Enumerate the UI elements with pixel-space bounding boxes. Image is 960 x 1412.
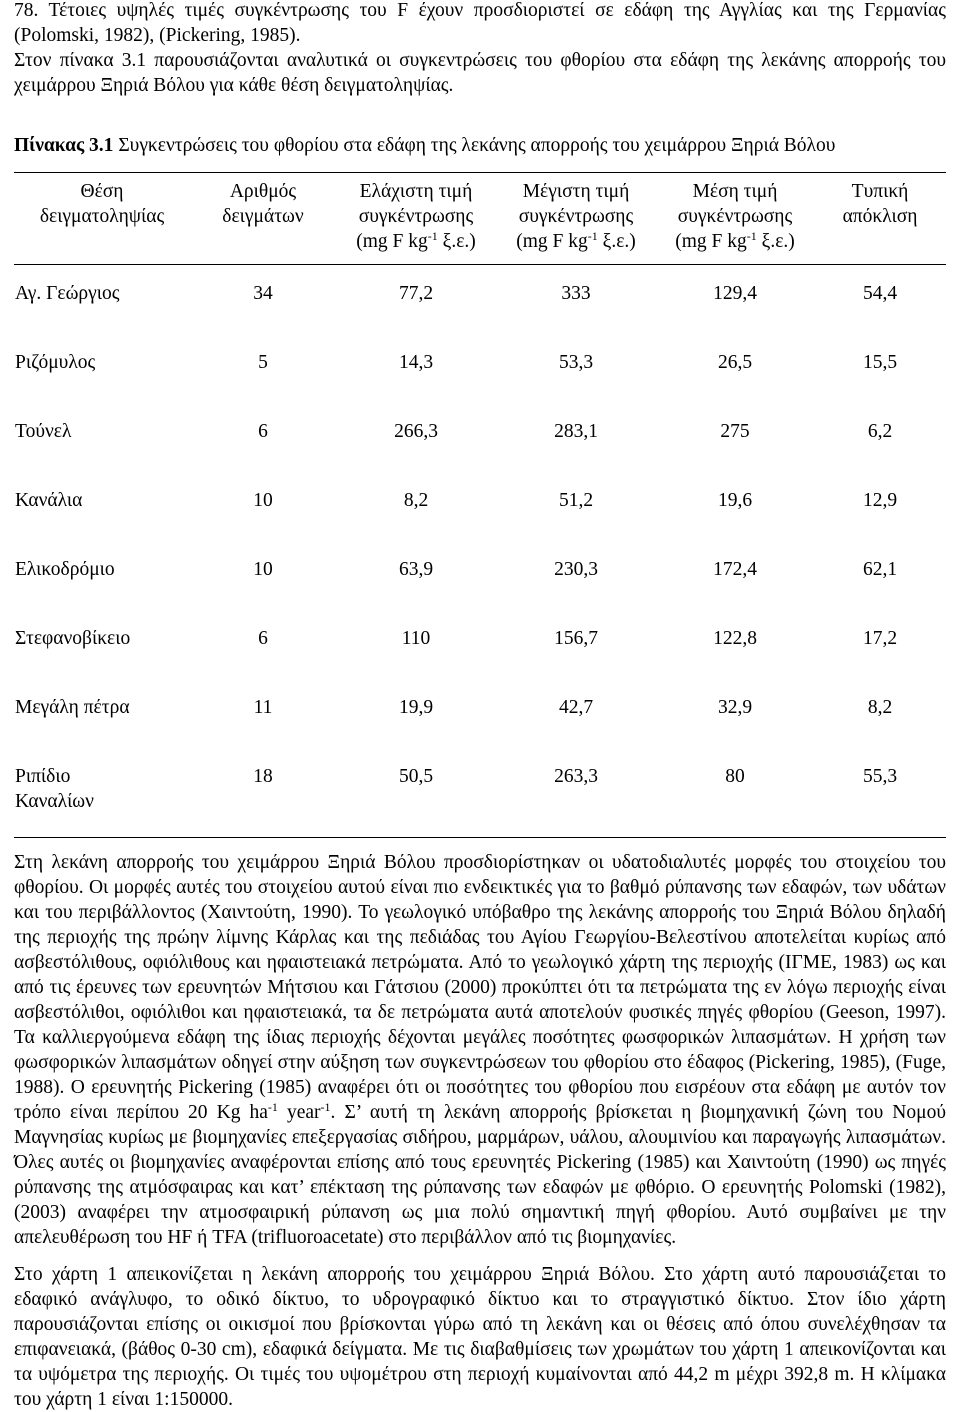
cell-max: 53,3 xyxy=(558,352,594,373)
cell-std: 17,2 xyxy=(862,628,898,649)
header-min-concentration: Ελάχιστη τιμή συγκέντρωσης (mg F $kg^{-1}$ ξ.ε.) xyxy=(356,181,476,252)
header-std-deviation: Τυπική απόκλιση xyxy=(842,181,918,227)
table-row xyxy=(14,334,946,403)
cell-min: 14,3 xyxy=(398,352,434,373)
fluorine-concentration-table xyxy=(14,172,946,838)
table-row xyxy=(14,748,946,838)
header-sample-count: Αριθμός δειγμάτων xyxy=(222,181,304,227)
cell-std: 12,9 xyxy=(862,490,898,511)
table-caption xyxy=(14,134,946,158)
cell-mean: 275 xyxy=(720,421,750,442)
cell-max: 230,3 xyxy=(554,559,598,580)
cell-mean: 26,5 xyxy=(717,352,753,373)
cell-site: Μεγάλη πέτρα xyxy=(15,697,130,718)
cell-mean: 129,4 xyxy=(713,283,757,304)
cell-site: Ριζόμυλος xyxy=(15,352,96,373)
table-row xyxy=(14,265,946,335)
table-row xyxy=(14,403,946,472)
cell-sample-count: 10 xyxy=(253,559,273,580)
cell-max: 51,2 xyxy=(558,490,594,511)
cell-site: Ριπίδιο Καναλίων xyxy=(15,766,94,812)
cell-mean: 172,4 xyxy=(713,559,757,580)
cell-std: 8,2 xyxy=(867,697,893,718)
cell-site: Αγ. Γεώργιος xyxy=(15,283,120,304)
cell-min: 19,9 xyxy=(398,697,434,718)
cell-min: 63,9 xyxy=(398,559,434,580)
cell-std: 54,4 xyxy=(862,283,898,304)
intro-paragraph-1: 78. Τέτοιες υψηλές τιμές συγκέντρωσης του F έχουν προσδιοριστεί σε εδάφη της Αγγλίας και της Γερμανίας (Polomski, 1982), (Pickering, 1985). xyxy=(14,0,946,46)
cell-mean: 122,8 xyxy=(713,628,757,649)
cell-sample-count: 5 xyxy=(258,352,268,373)
cell-sample-count: 6 xyxy=(258,628,268,649)
cell-sample-count: 6 xyxy=(258,421,268,442)
header-mean-concentration: Μέση τιμή συγκέντρωσης (mg F $kg^{-1}$ ξ.ε.) xyxy=(675,181,795,252)
cell-mean: 80 xyxy=(725,766,745,787)
cell-std: 62,1 xyxy=(862,559,898,580)
cell-min: 50,5 xyxy=(398,766,434,787)
document-page xyxy=(14,0,946,1412)
table-row xyxy=(14,610,946,679)
cell-sample-count: 34 xyxy=(253,283,273,304)
cell-std: 15,5 xyxy=(862,352,898,373)
cell-max: 333 xyxy=(561,283,591,304)
table-header-row xyxy=(14,173,946,265)
cell-min: 110 xyxy=(401,628,431,649)
body-paragraph-1: Στη λεκάνη απορροής του χειμάρρου Ξηριά Βόλου προσδιορίστηκαν οι υδατοδιαλυτές μορφές του στοιχείου του φθορίου. Οι μορφές αυτές του στοιχείου αυτού είναι πιο ενδεικτικές για το βαθμό ρύπανσης των εδαφών, των υδάτων και του περιβάλλοντος (Χαιντούτη, 1990). Το γεωλογικό υπόβαθρο της λεκάνης απορροής του Ξηριά Βόλου δηλαδή της περιοχής της πρώην λίμνης Κάρλας και της πεδιάδας του Αγίου Γεωργίου-Βελεστίνου αποτελείται κυρίως από ασβεστόλιθους, οφιόλιθους και ηφαιστειακά πετρώματα. Από το γεωλογικό χάρτη της περιοχής (ΙΓΜΕ, 1983) ως και από τις έρευνες των ερευνητών Μήτσιου και Γάτσιου (2000) προκύπτει ότι τα πετρώματα της εν λόγω περιοχής είναι ασβεστόλιθοι, οφιόλιθοι και ηφαιστειακά, τα δε πετρώματα αυτά αποτελούν φυσικές πηγές φθορίου (Geeson, 1997). Τα καλλιεργούμενα εδάφη της ίδιας περιοχής δέχονται μεγάλες ποσότητες φωσφορικών λιπασμάτων. Η χρήση των φωσφορικών λιπασμάτων οδηγεί στην αύξηση των συγκεντρώσεων του φθορίου στο έδαφος (Pickering, 1985), (Fuge, 1988). Ο ερευνητής Pickering (1985) αναφέρει ότι οι ποσότητες του φθορίου που εισρέουν στα εδάφη με αυτόν τον τρόπο είναι περίπου 20 Kg $ha^{-1}$ year$^{-1}$. Σ’ αυτή τη λεκάνη απορροής βρίσκεται η βιομηχανική ζώνη του Νομού Μαγνησίας κυρίως με βιομηχανίες επεξεργασίας σιδήρου, μαρμάρων, υάλου, αλουμινίου και παραγωγής λιπασμάτων. Όλες αυτές οι βιομηχανίες αναφέρονται επίσης από τους ερευνητές Pickering (1985) και Χαιντούτη (1990) ως πηγές ρύπανσης της ατμόσφαιρας και κατ’ επέκταση της ρύπανσης των εδαφών με φθόριο. Ο ερευνητής Polomski (1982), (2003) αναφέρει την ατμοσφαιρική ρύπανση ως μια πολύ σημαντική πηγή φθορίου. Αυτό συμβαίνει με την απελευθέρωση του HF ή TFA (trifluoroacetate) στο περιβάλλον από τις βιομηχανίες. xyxy=(14,852,946,1248)
cell-std: 6,2 xyxy=(867,421,893,442)
cell-max: 156,7 xyxy=(554,628,598,649)
cell-site: Τούνελ xyxy=(15,421,72,442)
cell-sample-count: 10 xyxy=(253,490,273,511)
table-caption-label: Πίνακας 3.1 xyxy=(14,135,114,156)
cell-sample-count: 11 xyxy=(253,697,273,718)
cell-mean: 32,9 xyxy=(717,697,753,718)
table-row xyxy=(14,472,946,541)
cell-sample-count: 18 xyxy=(253,766,273,787)
table-caption-text: Συγκεντρώσεις του φθορίου στα εδάφη της λεκάνης απορροής του χειμάρρου Ξηριά Βόλου xyxy=(113,135,836,156)
cell-mean: 19,6 xyxy=(717,490,753,511)
body-paragraph-2: Στο χάρτη 1 απεικονίζεται η λεκάνη απορροής του χειμάρρου Ξηριά Βόλου. Στο χάρτη αυτό παρουσιάζεται το εδαφικό ανάγλυφο, το οδικό δίκτυο, το υδρογραφικό δίκτυο και το στραγγιστικό δίκτυο. Στον ίδιο χάρτη παρουσιάζονται επίσης οι οικισμοί που βρίσκονται γύρω από τη λεκάνη και οι θέσεις από όπου συνελέχθησαν τα επιφανειακά, (βάθος 0-30 cm), εδαφικά δείγματα. Με τις διαβαθμίσεις των χρωμάτων του χάρτη 1 απεικονίζονται και τα υψόμετρα της περιοχής. Οι τιμές του υψομέτρου στη περιοχή κυμαίνονται από 44,2 m μέχρι 392,8 m. Η κλίμακα του χάρτη 1 είναι 1:150000. xyxy=(14,1264,946,1410)
cell-std: 55,3 xyxy=(862,766,898,787)
cell-max: 283,1 xyxy=(554,421,598,442)
cell-site: Κανάλια xyxy=(15,490,83,511)
cell-min: 77,2 xyxy=(398,283,434,304)
cell-site: Στεφανοβίκειο xyxy=(15,628,131,649)
table-row xyxy=(14,679,946,748)
table-row xyxy=(14,541,946,610)
cell-max: 263,3 xyxy=(554,766,598,787)
cell-min: 266,3 xyxy=(394,421,438,442)
intro-paragraph-2: Στον πίνακα 3.1 παρουσιάζονται αναλυτικά οι συγκεντρώσεις του φθορίου στα εδάφη της λεκάνης απορροής του χειμάρρου Ξηριά Βόλου για κάθε θέση δειγματοληψίας. xyxy=(14,50,946,96)
cell-max: 42,7 xyxy=(558,697,594,718)
header-site: Θέση δειγματοληψίας xyxy=(39,181,165,227)
cell-min: 8,2 xyxy=(403,490,429,511)
header-max-concentration: Μέγιστη τιμή συγκέντρωσης (mg F $kg^{-1}$ ξ.ε.) xyxy=(516,181,636,252)
cell-site: Ελικοδρόμιο xyxy=(15,559,115,580)
